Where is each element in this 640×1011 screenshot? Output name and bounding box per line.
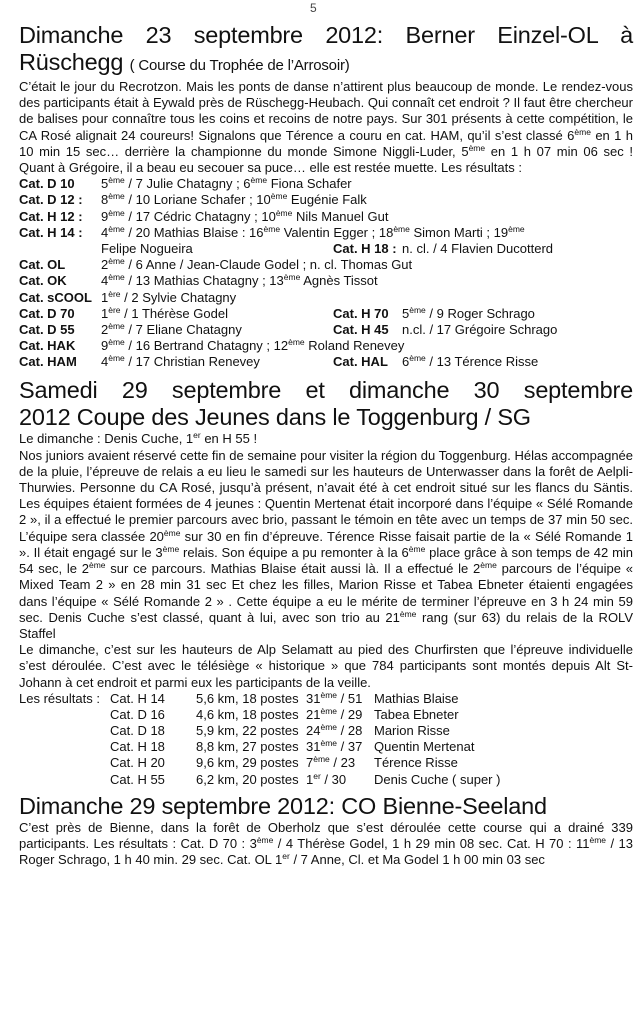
result-row: Cat. D 70 1ère / 1 Thérèse Godel Cat. H 70 5ème / 9 Roger Schrago [19,304,535,321]
section1-results [19,176,633,370]
section2-results [19,691,633,788]
result-row: Cat. OK 4ème / 13 Mathias Chatagny ; 13ème Agnès Tissot [19,272,378,289]
section3-paragraph: C’est près de Bienne, dans la forêt de Oberholz que s’est déroulée cette course qui a drainé 339 participants. Les résultats : Cat. D 70 : 3ème / 4 Thérèse Godel, 1 h 29 min 08 sec. Cat. H 70 : 11ème / 13 Roger Schrago, 1 h 40 min. 29 sec. Cat. OL 1er / 7 Anne, Cl. et Ma Godel 1 h 00 min 03 sec [19,819,633,868]
result-row: Cat. H 18 8,8 km, 27 postes 31ème / 37 Quentin Mertenat [110,738,475,755]
result-row: Cat. D 10 5ème / 7 Julie Chatagny ; 6ème Fiona Schafer [19,175,352,192]
result-row: Cat. HAM 4ème / 17 Christian Renevey Cat. HAL 6ème / 13 Térence Risse [19,353,539,370]
section2-subhead: Le dimanche : Denis Cuche, 1er en H 55 ! [19,430,258,447]
result-row: Cat. H 12 : 9ème / 17 Cédric Chatagny ; 10ème Nils Manuel Gut [19,207,389,224]
result-row: Cat. OL 2ème / 6 Anne / Jean-Claude Godel ; n. cl. Thomas Gut [19,256,413,273]
section1-title: Dimanche 23 septembre 2012: Berner Einzel-OL à [19,22,633,48]
section2-title: Samedi 29 septembre et dimanche 30 septembre [19,377,633,404]
result-row: Cat. D 12 : 8ème / 10 Loriane Schafer ; 10ème Eugénie Falk [19,191,367,208]
section1-title-line2: Rüschegg ( Course du Trophée de l’Arrosoir) [19,49,350,75]
result-row: Cat. HAK 9ème / 16 Bertrand Chatagny ; 12ème Roland Renevey [19,337,405,354]
section1-paragraph: C’était le jour du Recrotzon. Mais les ponts de danse n’attirent plus beaucoup de monde. Le rendez-vous des participants était à Eywald près de Rüschegg-Heubach. Qui connaît cet endroit ? Il faut être chercheur de balises pour connaître tous les coins et recoins de notre pays. Sur 301 présents à cette compétition, le CA Rosé alignait 24 coureurs! Signalons que Térence a couru en cat. HAM, qu’il s’est classé 6ème en 1 h 10 min 15 sec… derrière la championne du monde Simone Niggli-Luder, 5ème en 1 h 07 min 06 sec ! Quant à Grégoire, il a beau eu secouer sa puce… elle est restée muette. Les résultats : [19,79,633,176]
article-page [19,4,633,868]
result-row: Cat. D 18 5,9 km, 22 postes 24ème / 28 Marion Risse [110,722,450,739]
result-row: Cat. D 16 4,6 km, 18 postes 21ème / 29 Tabea Ebneter [110,705,459,722]
section1-subtitle: ( Course du Trophée de l’Arrosoir) [129,57,350,74]
result-row: Cat. H 20 9,6 km, 29 postes 7ème / 23 Térence Risse [110,754,458,771]
result-row: Cat. D 55 2ème / 7 Eliane Chatagny Cat. H 45 n.cl. / 17 Grégoire Schrago [19,320,558,337]
section2-title-line2: 2012 Coupe des Jeunes dans le Toggenburg / SG [19,404,531,431]
section2-paragraph1: Nos juniors avaient réservé cette fin de semaine pour visiter la région du Toggenburg. Hélas accompagnée de la pluie, l’épreuve de relais a eu lieu le samedi sur les hauteurs de Unterwasser dans la forêt de Aelpli-Thurwies. Personne du CA Rosé, jusqu’à présent, n’avait été à cet endroit situé sur les flancs du Säntis. Les équipes étaient formées de 4 jeunes : Quentin Mertenat était incorporé dans l’équipe « Sélé Romande 2 », il a effectué le premier parcours avec brio, passant le témoin en tête avec un temps de 37 min 50 sec. L’équipe sera classée 20ème sur 30 en fin d’épreuve. Térence Risse faisait partie de la « Sélé Romande 1 ». Il était engagé sur le 3ème relais. Son équipe a pu remonter à la 6ème place grâce à son temps de 42 min 54 sec, le 2ème sur ce parcours. Mathias Blaise était aussi là. Il a effectué le 2ème parcours de l’équipe « Mixed Team 2 » en 28 min 31 sec Et chez les filles, Marion Risse et Tabea Ebneter étaienti engagées dans l’équipe « Sélé Romande 2 » . Cette équipe a eu le mérite de terminer l’épreuve en 3 h 24 min 59 sec. Denis Cuche s’est classé, quant à lui, avec son trio au 21ème rang (sur 63) du relais de la ROLV Staffel [19,447,634,641]
section3-title: Dimanche 29 septembre 2012: CO Bienne-Seeland [19,792,547,819]
result-row: Cat. H 55 6,2 km, 20 postes 1er / 30 Denis Cuche ( super ) [110,770,501,787]
page-number: 5 [310,1,317,15]
result-row: Les résultats : Cat. H 14 5,6 km, 18 postes 31ème / 51 Mathias Blaise [19,689,459,706]
result-row: Felipe Nogueira Cat. H 18 : n. cl. / 4 Flavien Ducotterd [101,240,554,256]
result-row: Cat. H 14 : 4ème / 20 Mathias Blaise : 16ème Valentin Egger ; 18ème Simon Marti ; 19ème [19,223,525,240]
section2-paragraph2: Le dimanche, c’est sur les hauteurs de Alp Selamatt au pied des Churfirsten que l’épreuve individuelle s’est déroulée. C’est avec le télésiège « historique » que 784 participants sont montés depuis Alt St-Johann à cet endroit et parmi eux les participants de la veille. [19,642,633,690]
result-row: Cat. sCOOL 1ère / 2 Sylvie Chatagny [19,288,237,305]
